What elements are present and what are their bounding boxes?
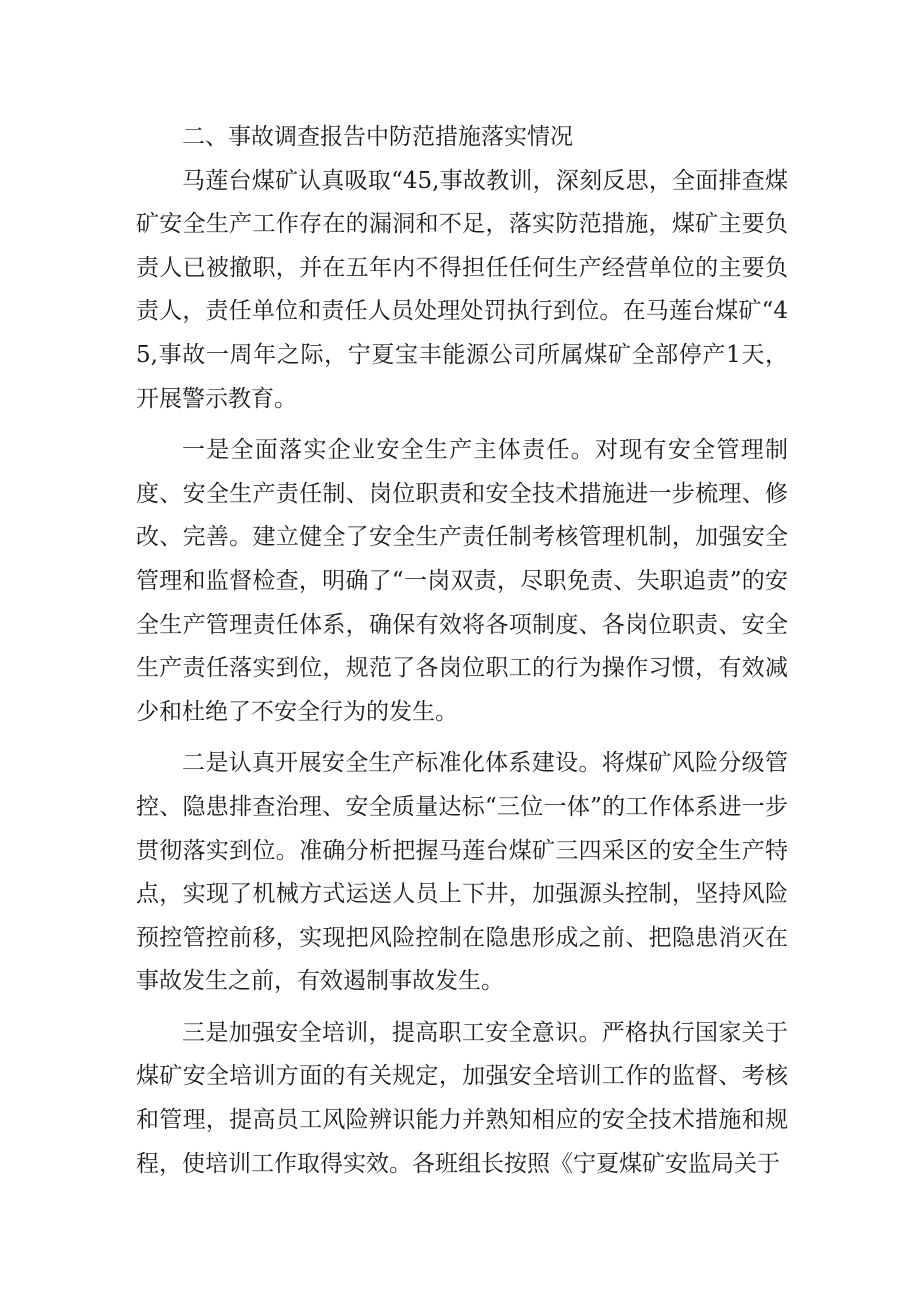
paragraph-point-three: 三是加强安全培训，提高职工安全意识。严格执行国家关于煤矿安全培训方面的有关规定，加强安全培训工作的监督、考核和管理，提高员工风险辨识能力并熟知相应的安全技术措施和规程，使培训工作取得实效。各班组长按照《宁夏煤矿安监局关于 xyxy=(136,1019,788,1177)
paragraph-intro: 马莲台煤矿认真吸取“45,事故教训，深刻反思，全面排查煤矿安全生产工作存在的漏洞和不足，落实防范措施，煤矿主要负责人已被撤职，并在五年内不得担任任何生产经营单位的主要负责人，责任单位和责任人员处理处罚执行到位。在马莲台煤矿“45,事故一周年之际，宁夏宝丰能源公司所属煤矿全部停产1天，开展警示教育。 xyxy=(136,167,788,412)
paragraph-point-two: 二是认真开展安全生产标准化体系建设。将煤矿风险分级管控、隐患排查治理、安全质量达标“三位一体”的工作体系进一步贯彻落实到位。准确分析把握马莲台煤矿三四采区的安全生产特点，实现了机械方式运送人员上下井，加强源头控制，坚持风险预控管控前移，实现把风险控制在隐患形成之前、把隐患消灭在事故发生之前，有效遏制事故发生。 xyxy=(136,750,788,995)
section-heading: 二、事故调查报告中防范措施落实情况 xyxy=(182,124,573,150)
document-body xyxy=(136,116,788,1186)
paragraph-point-one: 一是全面落实企业安全生产主体责任。对现有安全管理制度、安全生产责任制、岗位职责和安全技术措施进一步梳理、修改、完善。建立健全了安全生产责任制考核管理机制，加强安全管理和监督检查，明确了“一岗双责，尽职免责、失职追责”的安全生产管理责任体系，确保有效将各项制度、各岗位职责、安全生产责任落实到位，规范了各岗位职工的行为操作习惯，有效减少和杜绝了不安全行为的发生。 xyxy=(136,437,788,725)
